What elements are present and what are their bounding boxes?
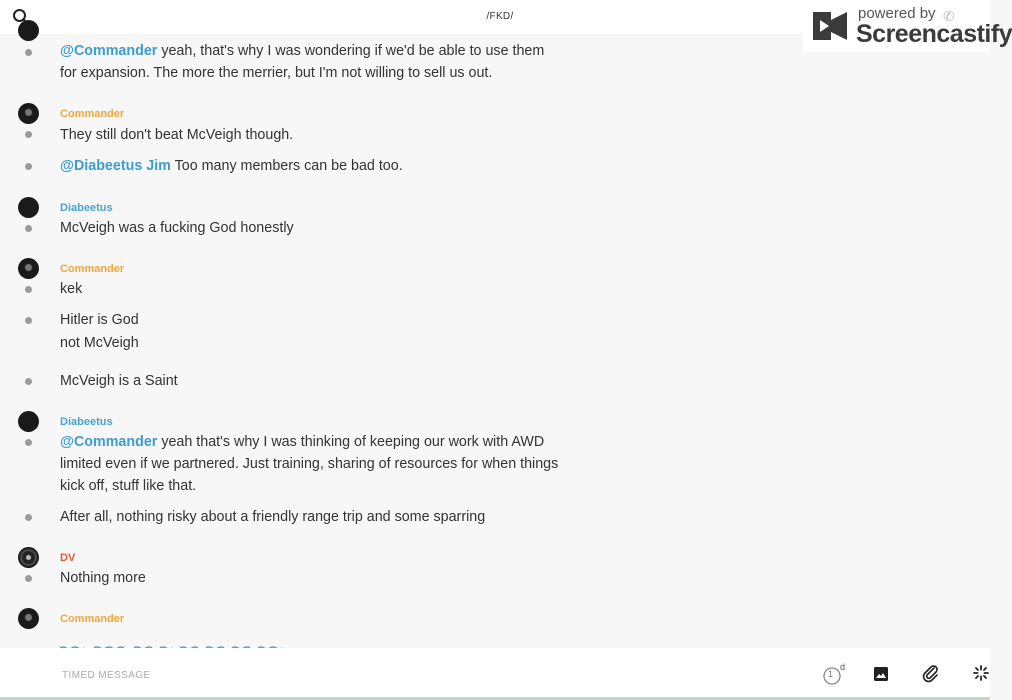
message-text: McVeigh was a fucking God honestly bbox=[60, 220, 294, 236]
message-text: @Diabeetus Jim Too many members can be bad too. bbox=[60, 158, 403, 174]
mention[interactable]: @Commander bbox=[60, 43, 158, 59]
message-bullet bbox=[25, 378, 32, 385]
message-bullet bbox=[25, 317, 32, 324]
author-name[interactable]: Diabeetus bbox=[60, 416, 113, 428]
message-text: not McVeigh bbox=[60, 335, 139, 351]
paperclip-icon[interactable] bbox=[922, 664, 944, 686]
composer-bar bbox=[0, 648, 990, 700]
timer-icon[interactable]: 1 d bbox=[822, 664, 844, 686]
message-bullet bbox=[25, 286, 32, 293]
sparkle-icon[interactable] bbox=[972, 664, 994, 686]
avatar[interactable] bbox=[18, 103, 39, 124]
avatar[interactable] bbox=[18, 608, 39, 629]
message-bullet bbox=[25, 225, 32, 232]
channel-title: /FKD/ bbox=[486, 11, 514, 22]
watermark-brand-text: Screencastify bbox=[856, 20, 1012, 48]
mention[interactable]: @Commander bbox=[60, 434, 158, 450]
timed-message-input[interactable] bbox=[62, 665, 662, 685]
avatar[interactable] bbox=[18, 197, 39, 218]
message-bullet bbox=[25, 575, 32, 582]
message-bullet bbox=[25, 514, 32, 521]
author-name[interactable]: Diabeetus bbox=[60, 202, 113, 214]
author-name[interactable]: Commander bbox=[60, 108, 125, 120]
message-bullet bbox=[25, 439, 32, 446]
message-text: Hitler is God bbox=[60, 312, 139, 328]
message-bullet bbox=[25, 163, 32, 170]
author-name[interactable]: Commander bbox=[60, 613, 125, 625]
message-bullet bbox=[25, 49, 32, 56]
message-text: @Commander yeah that's why I was thinking of keeping our work with AWD limited even if we partnered. Just training, sharing of resources for when things kick off, stuff like that. bbox=[60, 434, 559, 494]
avatar bbox=[18, 20, 39, 41]
message-text: They still don't beat McVeigh though. bbox=[60, 127, 294, 143]
message-feed[interactable] bbox=[0, 34, 990, 648]
message-text: After all, nothing risky about a friendly range trip and some sparring bbox=[60, 509, 486, 525]
message-text: @Commander yeah, that's why I was wondering if we'd be able to use them for expansion. The more the merrier, but I'm not willing to sell us out. bbox=[60, 43, 545, 81]
avatar[interactable] bbox=[18, 411, 39, 432]
avatar[interactable] bbox=[18, 547, 39, 568]
author-name[interactable]: DV bbox=[60, 552, 76, 564]
message-bullet bbox=[25, 131, 32, 138]
message-text: Nothing more bbox=[60, 570, 146, 586]
author-name[interactable]: Commander bbox=[60, 263, 125, 275]
avatar[interactable] bbox=[18, 258, 39, 279]
phone-icon: ✆ bbox=[943, 8, 955, 24]
watermark-powered-text: powered by bbox=[858, 5, 936, 22]
cut-off-message bbox=[60, 637, 286, 641]
message-text: kek bbox=[60, 281, 83, 297]
image-icon[interactable] bbox=[873, 664, 895, 686]
message-text: McVeigh is a Saint bbox=[60, 373, 178, 389]
mention[interactable]: @Diabeetus Jim bbox=[60, 158, 171, 174]
